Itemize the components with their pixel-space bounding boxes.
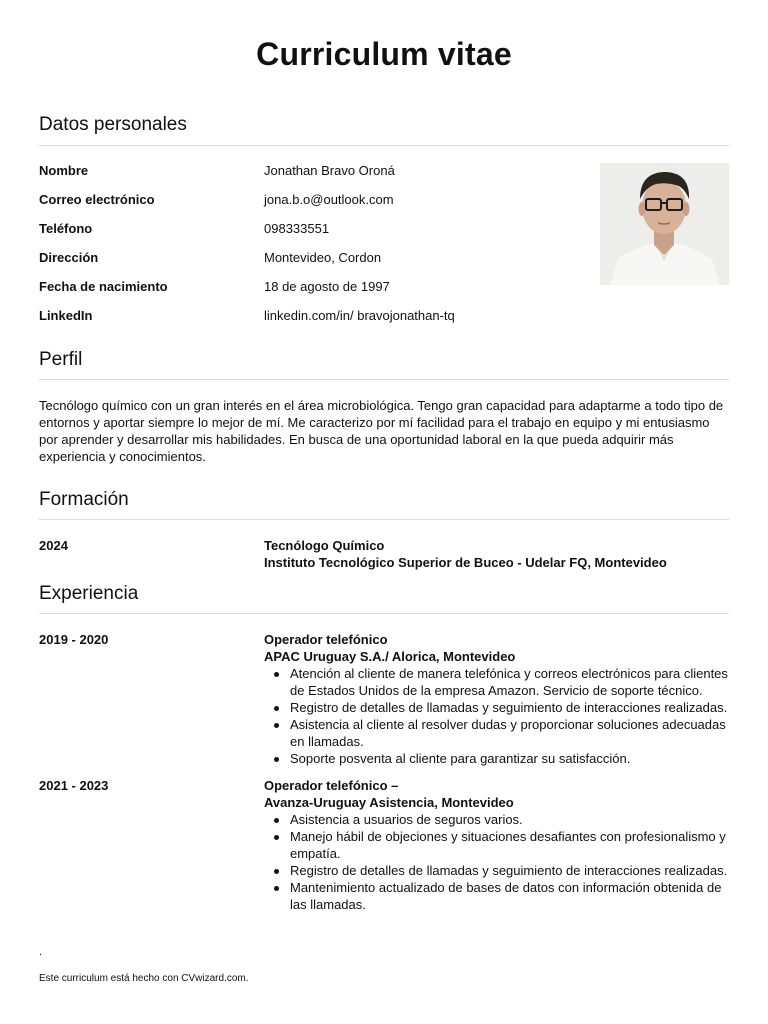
label-name: Nombre	[39, 163, 89, 178]
footer-note: Este curriculum está hecho con CVwizard.com.	[39, 973, 249, 984]
list-item: Registro de detalles de llamadas y seguimiento de interacciones realizadas.	[264, 699, 732, 716]
value-birthdate: 18 de agosto de 1997	[264, 279, 390, 294]
list-item: Registro de detalles de llamadas y seguimiento de interacciones realizadas.	[264, 862, 732, 879]
label-birthdate: Fecha de nacimiento	[39, 279, 168, 294]
profile-summary: Tecnólogo químico con un gran interés en el área microbiológica. Tengo gran capacidad para adaptarme a todo tipo de entornos y aportar siempre lo mejor de mí. Me caracterizo por mí facilidad para el trabajo en equipo y mi entusiasmo por aprender y desarrollar mis habilidades. En busca de una oportunidad laboral en la que pueda adquirir más experiencia y conocimientos.	[39, 398, 724, 464]
bullet-icon	[274, 757, 279, 762]
education-institution: Instituto Tecnológico Superior de Buceo - Udelar FQ, Montevideo	[264, 555, 667, 570]
bullet-icon	[274, 835, 279, 840]
list-item: Atención al cliente de manera telefónica y correos electrónicos para clientes de Estados Unidos de la empresa Amazon. Servicio de soporte técnico.	[264, 665, 732, 699]
education-entry	[264, 537, 732, 571]
label-phone: Teléfono	[39, 221, 93, 236]
section-divider	[39, 145, 729, 146]
page-title: Curriculum vitae	[256, 36, 512, 72]
value-email: jona.b.o@outlook.com	[264, 192, 394, 207]
value-phone: 098333551	[264, 221, 330, 236]
bullet-icon	[274, 818, 279, 823]
section-heading-education: Formación	[39, 489, 129, 510]
section-heading-experience: Experiencia	[39, 583, 139, 604]
bullet-icon	[274, 886, 279, 891]
label-email: Correo electrónico	[39, 192, 155, 207]
list-item: Manejo hábil de objeciones y situaciones desafiantes con profesionalismo y empatía.	[264, 828, 732, 862]
value-name: Jonathan Bravo Oroná	[264, 163, 395, 178]
section-divider	[39, 519, 729, 520]
list-item: Soporte posventa al cliente para garantizar su satisfacción.	[264, 750, 732, 767]
profile-photo	[600, 163, 729, 285]
job-duties-list	[264, 665, 732, 767]
list-item: Asistencia al cliente al resolver dudas y proporcionar soluciones adecuadas en llamadas.	[264, 716, 732, 750]
label-linkedin: LinkedIn	[39, 308, 93, 323]
bullet-icon	[274, 706, 279, 711]
value-address: Montevideo, Cordon	[264, 250, 382, 265]
list-item: Asistencia a usuarios de seguros varios.	[264, 811, 732, 828]
experience-entry	[264, 631, 732, 767]
label-address: Dirección	[39, 250, 99, 265]
job-title: Operador telefónico –	[264, 778, 399, 793]
bullet-icon	[274, 723, 279, 728]
education-date: 2024	[39, 538, 68, 553]
job-company: Avanza-Uruguay Asistencia, Montevideo	[264, 795, 514, 810]
section-heading-personal: Datos personales	[39, 114, 187, 135]
job-title: Operador telefónico	[264, 632, 388, 647]
experience-entry	[264, 777, 732, 913]
experience-date: 2019 - 2020	[39, 632, 109, 647]
section-divider	[39, 613, 729, 614]
section-heading-profile: Perfil	[39, 349, 83, 370]
list-item: Mantenimiento actualizado de bases de datos con información obtenida de las llamadas.	[264, 879, 732, 913]
education-title: Tecnólogo Químico	[264, 538, 385, 553]
value-linkedin: linkedin.com/in/ bravojonathan-tq	[264, 308, 455, 323]
stray-dot: .	[39, 946, 43, 958]
job-company: APAC Uruguay S.A./ Alorica, Montevideo	[264, 649, 516, 664]
job-duties-list	[264, 811, 732, 913]
bullet-icon	[274, 672, 279, 677]
bullet-icon	[274, 869, 279, 874]
section-divider	[39, 379, 729, 380]
experience-date: 2021 - 2023	[39, 778, 109, 793]
